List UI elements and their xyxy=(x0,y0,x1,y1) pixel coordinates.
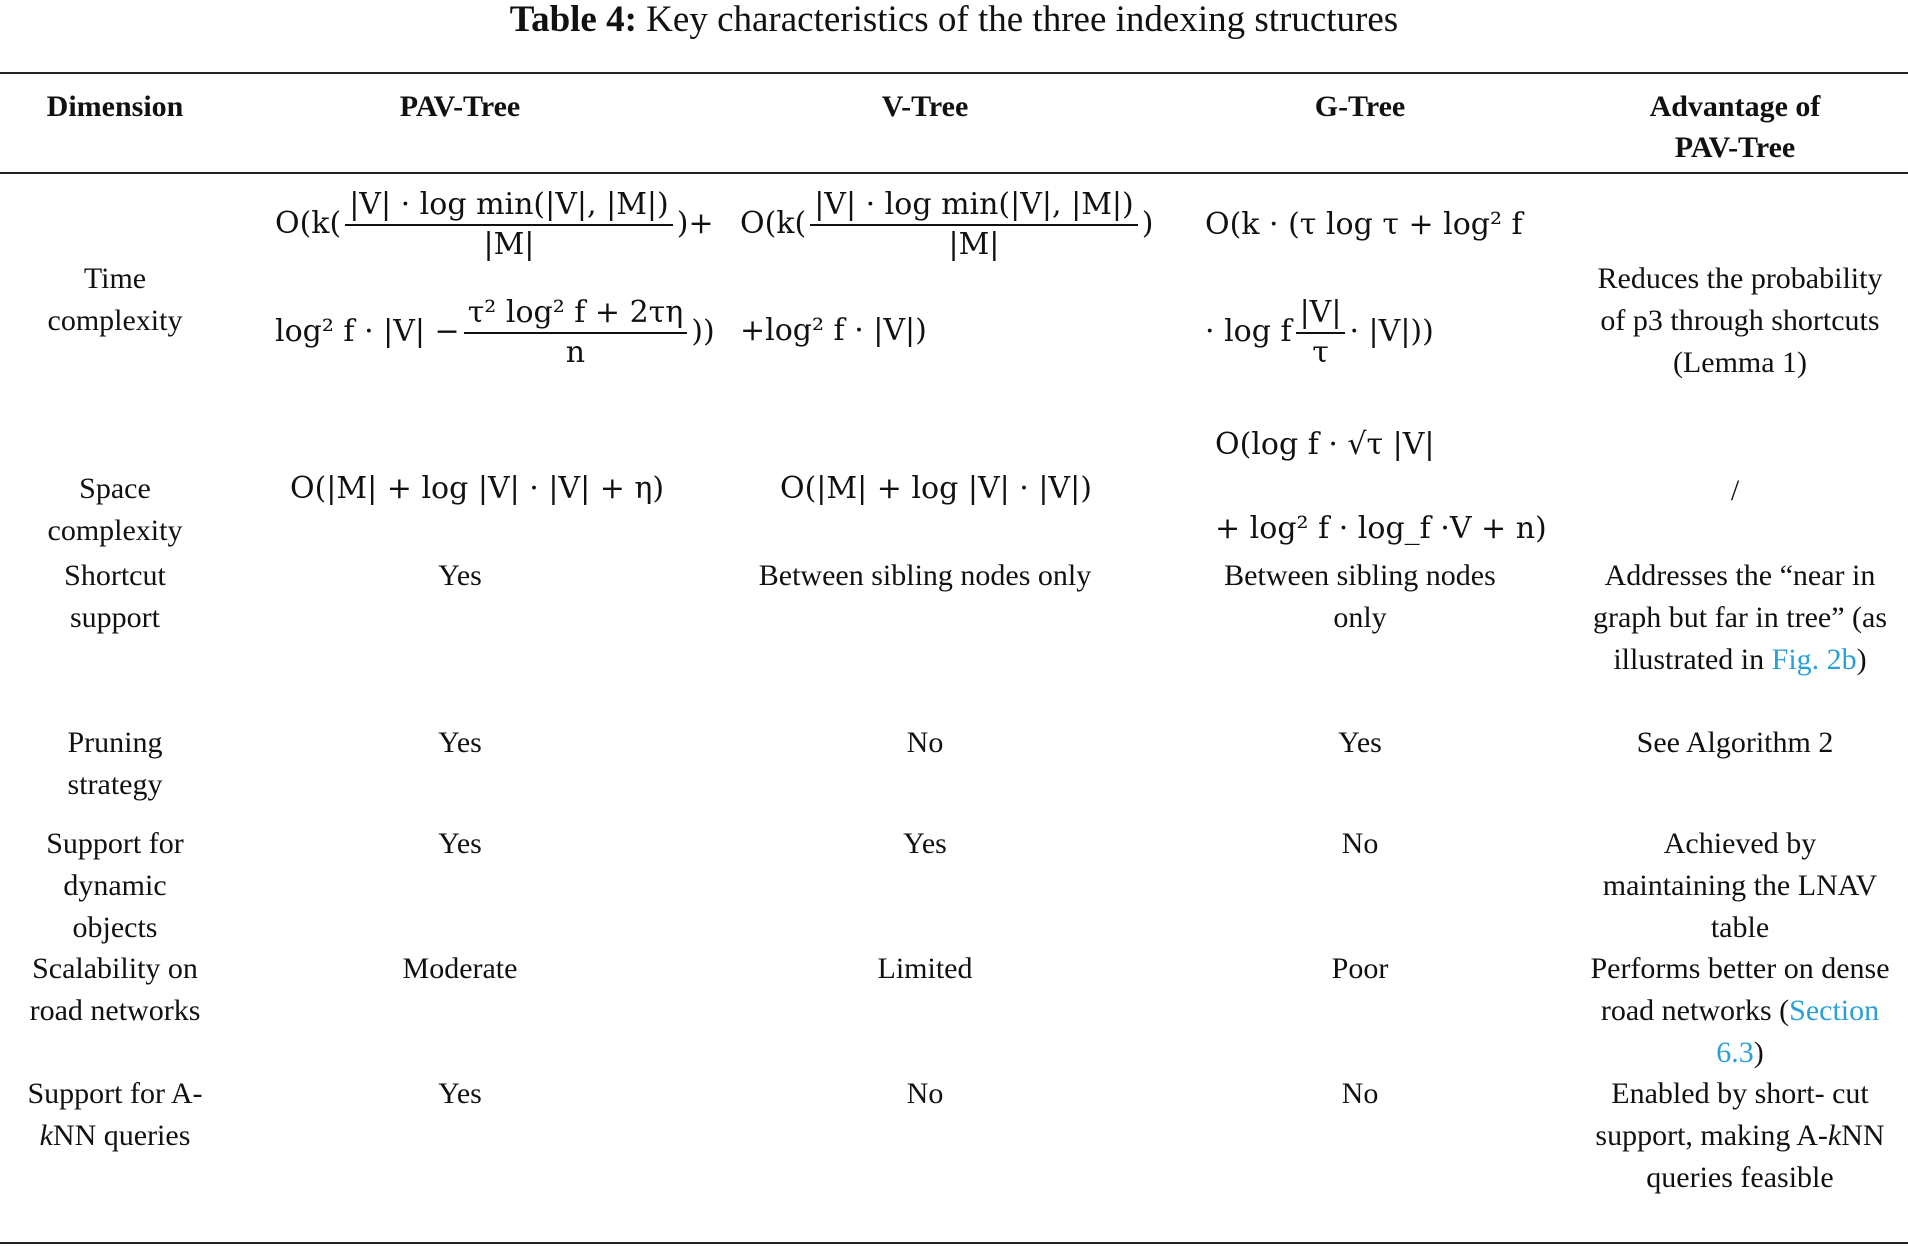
row-time-pav-formula-line1: O(k( $\frac{\text{|V| · log min(|V|, |M|)}}{|M|}$ )+ xyxy=(275,187,714,262)
row-space-g-line2: + log² f · log_f ·V + n) xyxy=(1215,511,1547,546)
fig-2b-link[interactable]: Fig. 2b xyxy=(1771,643,1857,676)
row-shortcut-pav: Yes xyxy=(438,559,482,592)
section-6-3-link[interactable]: Section 6.3 xyxy=(1716,994,1880,1069)
pav-time-fraction2: $\frac{\text{τ² log² f + 2τη}}{n}$ xyxy=(464,294,688,372)
header-v-tree: V-Tree xyxy=(881,90,969,123)
row-dynamic-pav: Yes xyxy=(438,827,482,860)
row-shortcut-dimension: Shortcut support xyxy=(64,559,166,634)
row-time-advantage: Reduces the probability of p3 through shortcuts (Lemma 1) xyxy=(1597,262,1883,379)
caption-text: Key characteristics of the three indexing structures xyxy=(646,0,1399,40)
row-space-dimension: Space complexity xyxy=(47,472,183,547)
row-scalability-v: Limited xyxy=(877,952,973,985)
row-dynamic-dimension: Support for dynamic objects xyxy=(46,827,184,944)
row-aknn-pav: Yes xyxy=(438,1077,482,1110)
row-time-v-formula-line2: +log² f · |V|) xyxy=(740,313,927,348)
header-dimension: Dimension xyxy=(46,90,184,123)
row-pruning-pav: Yes xyxy=(438,726,482,759)
row-pruning-g: Yes xyxy=(1338,726,1382,759)
header-advantage: Advantage of PAV-Tree xyxy=(1649,90,1821,164)
row-shortcut-advantage: Addresses the “near in graph but far in tree” (as illustrated in Fig. 2b) xyxy=(1592,559,1888,676)
row-time-dimension: Time complexity xyxy=(47,262,183,337)
top-rule xyxy=(0,72,1908,74)
row-aknn-dimension: Support for A-kNN queries xyxy=(27,1077,203,1152)
row-scalability-g: Poor xyxy=(1331,952,1389,985)
header-rule xyxy=(0,172,1908,174)
row-time-v-formula-line1: O(k( $\frac{\text{|V| · log min(|V|, |M|)}}{|M|}$ ) xyxy=(740,187,1154,262)
row-aknn-advantage: Enabled by short- cut support, making A-kNN queries feasible xyxy=(1595,1077,1885,1194)
bottom-rule xyxy=(0,1242,1908,1244)
row-aknn-g: No xyxy=(1341,1077,1379,1110)
row-space-pav: O(|M| + log |V| · |V| + η) xyxy=(290,471,665,506)
row-dynamic-g: No xyxy=(1341,827,1379,860)
row-scalability-advantage: Performs better on dense road networks (Section 6.3) xyxy=(1590,952,1890,1069)
row-shortcut-v: Between sibling nodes only xyxy=(758,559,1092,592)
header-pav-tree: PAV-Tree xyxy=(399,90,521,123)
row-scalability-dimension: Scalability on road networks xyxy=(29,952,201,1027)
row-dynamic-v: Yes xyxy=(903,827,947,860)
header-g-tree: G-Tree xyxy=(1314,90,1406,123)
table-caption xyxy=(0,0,1908,40)
row-time-g-formula-line1: O(k · (τ log τ + log² f xyxy=(1205,207,1523,242)
row-space-g-line1: O(log f · √τ |V| xyxy=(1215,427,1435,462)
row-space-v: O(|M| + log |V| · |V|) xyxy=(780,471,1092,506)
row-dynamic-advantage: Achieved by maintaining the LNAV table xyxy=(1602,827,1878,944)
pav-time-fraction: $\frac{\text{|V| · log min(|V|, |M|)}}{|M|}$ xyxy=(345,186,673,264)
caption-label: Table 4: xyxy=(509,0,637,40)
row-aknn-v: No xyxy=(906,1077,944,1110)
v-time-fraction: $\frac{\text{|V| · log min(|V|, |M|)}}{|M|}$ xyxy=(810,186,1138,264)
row-pruning-advantage: See Algorithm 2 xyxy=(1636,726,1834,759)
row-time-g-formula-line2: · log f $\frac{|V|}{\tau}$ · |V|)) xyxy=(1205,295,1434,370)
row-pruning-v: No xyxy=(906,726,944,759)
row-time-pav-formula-line2: log² f · |V| − $\frac{\text{τ² log² f + 2τη}}{n}$ )) xyxy=(275,295,715,370)
row-shortcut-g: Between sibling nodes only xyxy=(1224,559,1496,634)
row-pruning-dimension: Pruning strategy xyxy=(67,726,163,801)
g-time-fraction: $\frac{|V|}{\tau}$ xyxy=(1296,294,1346,372)
row-space-advantage: / xyxy=(1730,474,1740,507)
row-scalability-pav: Moderate xyxy=(402,952,518,985)
